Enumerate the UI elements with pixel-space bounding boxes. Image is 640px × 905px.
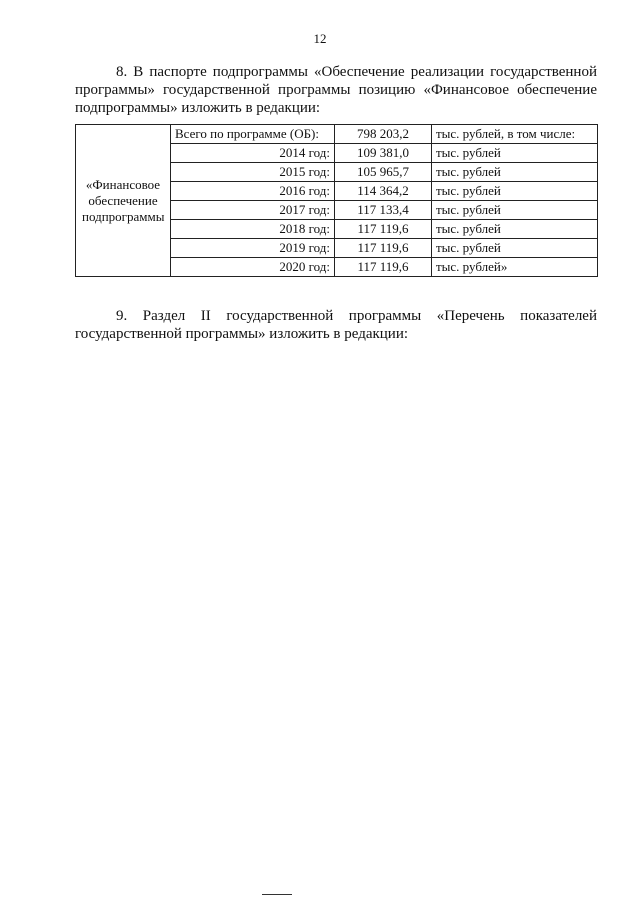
row-unit: тыс. рублей [432, 201, 598, 220]
position-label: «Финансовое обеспечение подпрограммы [76, 125, 171, 277]
row-value: 117 119,6 [335, 239, 432, 258]
row-label: 2014 год: [171, 144, 335, 163]
row-unit: тыс. рублей [432, 163, 598, 182]
row-value: 117 119,6 [335, 258, 432, 277]
table-row [76, 125, 598, 144]
row-unit: тыс. рублей» [432, 258, 598, 277]
row-unit: тыс. рублей, в том числе: [432, 125, 598, 144]
row-label: 2017 год: [171, 201, 335, 220]
row-label: 2015 год: [171, 163, 335, 182]
row-label: 2020 год: [171, 258, 335, 277]
row-unit: тыс. рублей [432, 239, 598, 258]
paragraph-9: 9. Раздел II государственной программы «Перечень показателей государственной программы» изложить в редакции: [75, 308, 597, 342]
row-value: 798 203,2 [335, 125, 432, 144]
row-unit: тыс. рублей [432, 182, 598, 201]
row-value: 117 133,4 [335, 201, 432, 220]
row-label: 2019 год: [171, 239, 335, 258]
page-number: 12 [313, 31, 327, 46]
row-value: 109 381,0 [335, 144, 432, 163]
row-value: 114 364,2 [335, 182, 432, 201]
row-label: 2018 год: [171, 220, 335, 239]
row-value: 117 119,6 [335, 220, 432, 239]
row-label: Всего по программе (ОБ): [171, 125, 335, 144]
row-unit: тыс. рублей [432, 220, 598, 239]
row-label: 2016 год: [171, 182, 335, 201]
paragraph-8: 8. В паспорте подпрограммы «Обеспечение реализации государственной программы» государственной программы позицию «Финансовое обеспечение подпрограммы» изложить в редакции: [75, 64, 597, 116]
footer-divider [262, 894, 292, 895]
financing-table [75, 124, 598, 277]
row-value: 105 965,7 [335, 163, 432, 182]
row-unit: тыс. рублей [432, 144, 598, 163]
